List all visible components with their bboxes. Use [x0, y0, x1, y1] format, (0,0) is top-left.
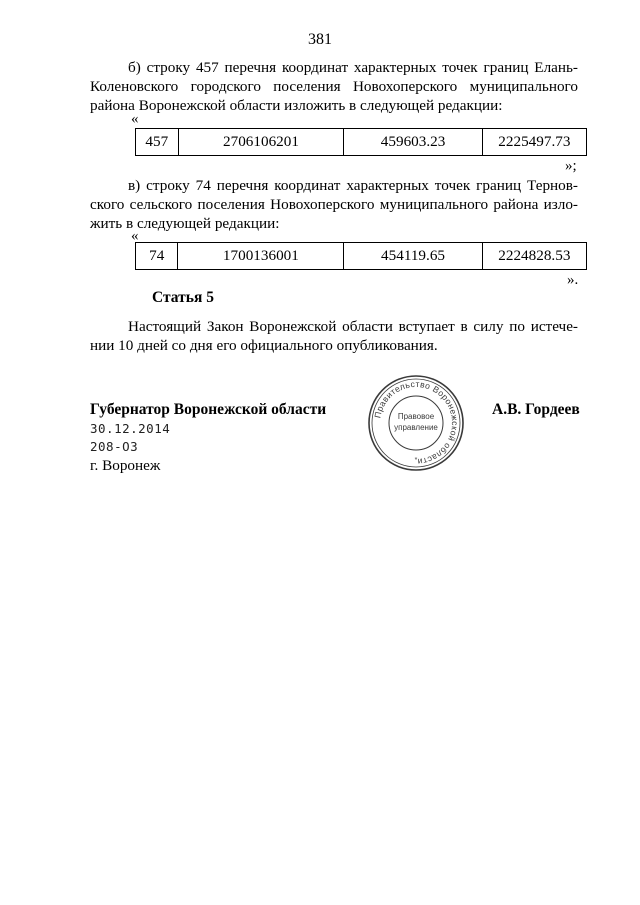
table-row — [136, 243, 587, 270]
table-row — [136, 129, 587, 156]
article-line: Настоящий Закон Воронежской области вступает в силу по истече- — [128, 318, 578, 335]
table-cell-y: 2225497.73 — [482, 129, 586, 156]
table-cell-code: 1700136001 — [178, 243, 344, 270]
signing-city: г. Воронеж — [90, 457, 161, 474]
coordinate-table-c — [135, 242, 587, 270]
governor-title: Губернатор Воронежской области — [90, 401, 327, 418]
amendment-b-line: района Воронежской области изложить в следующей редакции: — [90, 97, 503, 114]
table-cell-y: 2224828.53 — [482, 243, 586, 270]
governor-name: А.В. Гордеев — [492, 401, 580, 418]
table-cell-code: 2706106201 — [178, 129, 344, 156]
amendment-c-line: ского сельского поселения Новохоперского муниципального района изло- — [90, 196, 578, 213]
article-text — [90, 317, 578, 355]
table-cell-x: 454119.65 — [344, 243, 482, 270]
page-number: 381 — [308, 31, 332, 48]
official-seal — [366, 373, 466, 473]
seal-star-icon: * — [414, 457, 418, 464]
seal-graphic — [366, 373, 466, 473]
seal-center-line1: Правовое — [397, 412, 435, 421]
amendment-c-line: в) строку 74 перечня координат характерных точек границ Тернов- — [128, 177, 578, 194]
signing-date: 30.12.2014 — [90, 421, 171, 436]
law-number: 208-ОЗ — [90, 439, 139, 454]
quote-close: »; — [565, 158, 577, 174]
seal-center-line2: управление — [394, 423, 438, 432]
table-cell-number: 457 — [136, 129, 179, 156]
coordinate-table-b — [135, 128, 587, 156]
table-cell-x: 459603.23 — [344, 129, 482, 156]
article-line: нии 10 дней со дня его официального опубликования. — [90, 337, 438, 354]
amendment-b-line: б) строку 457 перечня координат характерных точек границ Елань- — [128, 59, 578, 76]
amendment-b-text — [90, 58, 578, 115]
amendment-c-text — [90, 176, 578, 233]
amendment-b-line: Коленовского городского поселения Новохоперского муниципального — [90, 78, 578, 95]
table-cell-number: 74 — [136, 243, 178, 270]
quote-open: « — [131, 111, 139, 127]
article-heading: Статья 5 — [152, 289, 214, 306]
amendment-c-line: жить в следующей редакции: — [90, 215, 280, 232]
quote-open: « — [131, 228, 139, 244]
seal-ring-text: Правительство Воронежской области — [372, 378, 461, 468]
quote-close: ». — [567, 272, 579, 288]
